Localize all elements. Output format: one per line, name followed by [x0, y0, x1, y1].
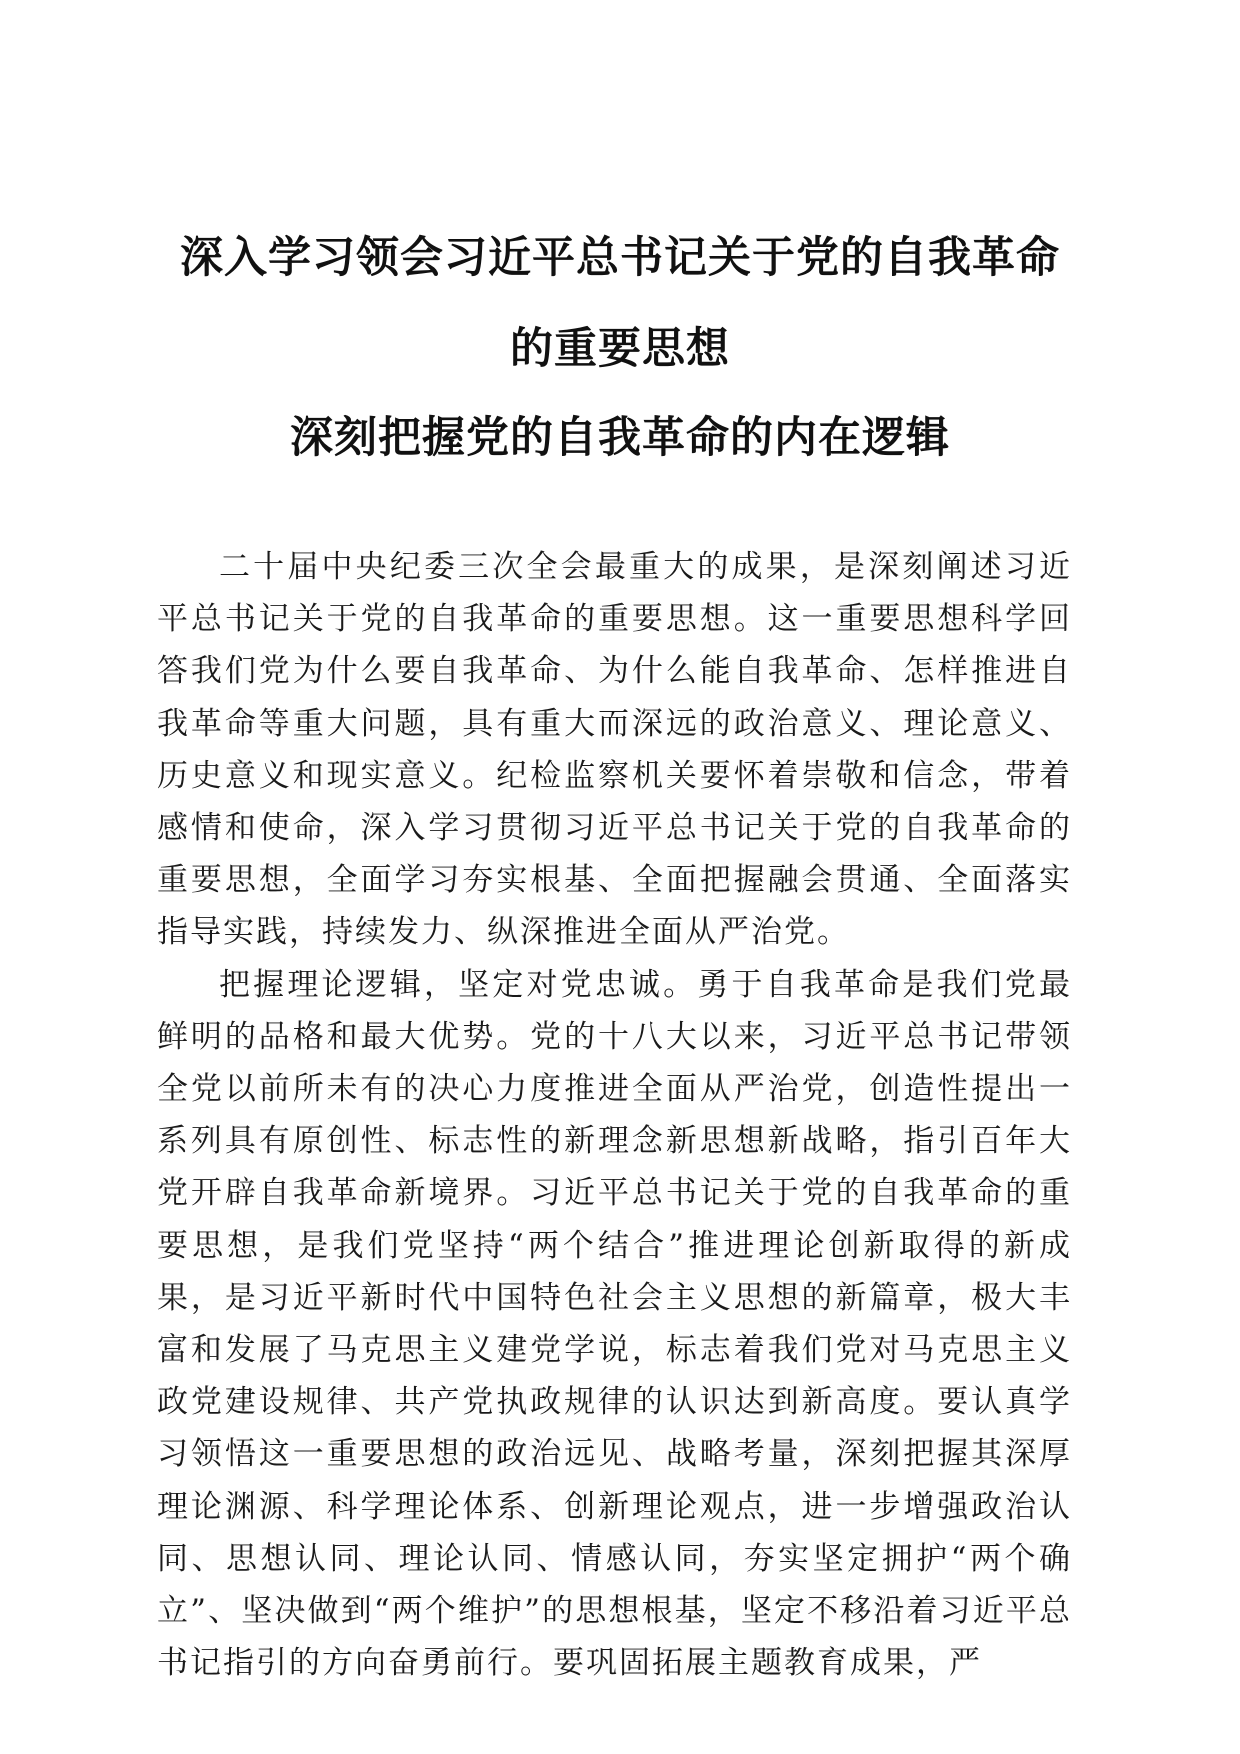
document-title-line-2: 的重要思想: [510, 324, 730, 374]
paragraph: 二十届中央纪委三次全会最重大的成果，是深刻阐述习近平总书记关于党的自我革命的重要思想。这一重要思想科学回答我们党为什么要自我革命、为什么能自我革命、怎样推进自我革命等重大问题，具有重大而深远的政治意义、理论意义、历史意义和现实意义。纪检监察机关要怀着崇敬和信念，带着感情和使命，深入学习贯彻习近平总书记关于党的自我革命的重要思想，全面学习夯实根基、全面把握融会贯通、全面落实指导实践，持续发力、纵深推进全面从严治党。: [157, 549, 1072, 951]
paragraph: 把握理论逻辑，坚定对党忠诚。勇于自我革命是我们党最鲜明的品格和最大优势。党的十八大以来，习近平总书记带领全党以前所未有的决心力度推进全面从严治党，创造性提出一系列具有原创性、标志性的新理念新思想新战略，指引百年大党开辟自我革命新境界。习近平总书记关于党的自我革命的重要思想，是我们党坚持“两个结合”推进理论创新取得的新成果，是习近平新时代中国特色社会主义思想的新篇章，极大丰富和发展了马克思主义建党学说，标志着我们党对马克思主义政党建设规律、共产党执政规律的认识达到新高度。要认真学习领悟这一重要思想的政治远见、战略考量，深刻把握其深厚理论渊源、科学理论体系、创新理论观点，进一步增强政治认同、思想认同、理论认同、情感认同，夯实坚定拥护“两个确立”、坚决做到“两个维护”的思想根基，坚定不移沿着习近平总书记指引的方向奋勇前行。要巩固拓展主题教育成果，严: [157, 966, 1072, 1682]
document-body: [157, 541, 1072, 1689]
document-subtitle: 深刻把握党的自我革命的内在逻辑: [290, 413, 950, 463]
document-title-line-1: 深入学习领会习近平总书记关于党的自我革命: [180, 233, 1060, 283]
